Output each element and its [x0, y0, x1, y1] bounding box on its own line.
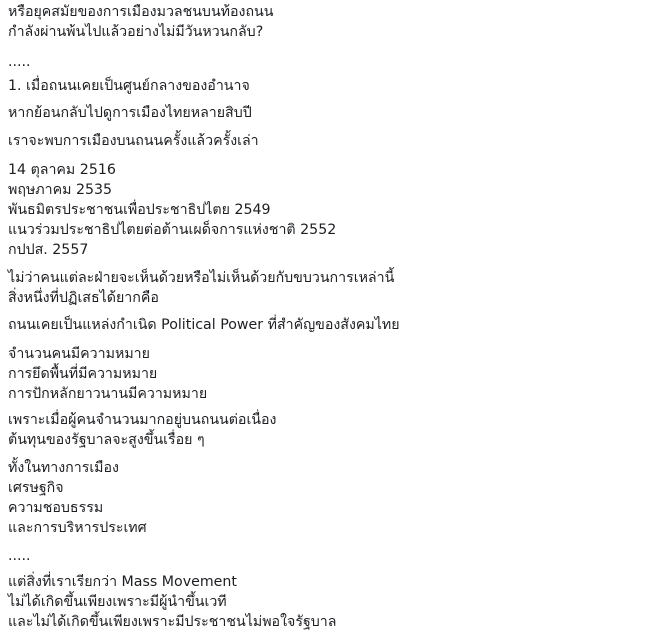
post-text-line: ความชอบธรรม — [8, 500, 104, 516]
post-paragraph — [8, 131, 259, 151]
post-text-line: และการบริหารประเทศ — [8, 520, 147, 536]
post-text-line: หรือยุคสมัยของการเมืองมวลชนบนท้องถนน — [8, 4, 274, 20]
post-paragraph — [8, 160, 336, 260]
post-text-line: ถนนเคยเป็นแหล่งกำเนิด Political Power ที่สำคัญของสังคมไทย — [8, 317, 400, 333]
post-text-line: และไม่ได้เกิดขึ้นเพียงเพราะมีประชาชนไม่พอใจรัฐบาล — [8, 614, 337, 630]
post-paragraph — [8, 344, 207, 404]
post-text-line: กำลังผ่านพ้นไปแล้วอย่างไม่มีวันหวนกลับ? — [8, 24, 264, 40]
post-text-line: ต้นทุนของรัฐบาลจะสูงขึ้นเรื่อย ๆ — [8, 432, 205, 448]
post-paragraph — [8, 52, 31, 72]
post-text-line: กปปส. 2557 — [8, 242, 89, 258]
post-text-line: จำนวนคนมีความหมาย — [8, 346, 150, 362]
post-text-line: สิ่งหนึ่งที่ปฏิเสธได้ยากคือ — [8, 290, 159, 306]
post-paragraph — [8, 315, 400, 335]
post-paragraph — [8, 76, 250, 96]
post-text-line: เศรษฐกิจ — [8, 480, 64, 496]
post-paragraph — [8, 2, 273, 42]
post-text-line: หากย้อนกลับไปดูการเมืองไทยหลายสิบปี — [8, 105, 252, 121]
post-paragraph — [8, 458, 147, 538]
post-text-line: 14 ตุลาคม 2516 — [8, 162, 116, 178]
post-text-line: ทั้งในทางการเมือง — [8, 460, 119, 476]
post-text-line: เราจะพบการเมืองบนถนนครั้งแล้วครั้งเล่า — [8, 133, 259, 149]
post-paragraph — [8, 410, 276, 450]
post-text-line: ..... — [8, 54, 31, 70]
post-text-line: ..... — [8, 548, 31, 564]
post-text-line: การปักหลักยาวนานมีความหมาย — [8, 386, 208, 402]
post-paragraph — [8, 103, 252, 123]
post-text-line: 1. เมื่อถนนเคยเป็นศูนย์กลางของอำนาจ — [8, 78, 250, 94]
post-text-line: พฤษภาคม 2535 — [8, 182, 113, 198]
post-text-line: แนวร่วมประชาธิปไตยต่อต้านเผด็จการแห่งชาติ 2552 — [8, 222, 337, 238]
post-text-line: การยึดพื้นที่มีความหมาย — [8, 366, 158, 382]
post-text-line: แต่สิ่งที่เราเรียกว่า Mass Movement — [8, 574, 237, 590]
post-paragraph — [8, 572, 336, 632]
post-paragraph — [8, 268, 394, 308]
post-paragraph — [8, 546, 31, 566]
post-text-line: เพราะเมื่อผู้คนจำนวนมากอยู่บนถนนต่อเนื่อง — [8, 412, 277, 428]
post-text-line: ไม่ว่าคนแต่ละฝ่ายจะเห็นด้วยหรือไม่เห็นด้วยกับขบวนการเหล่านี้ — [8, 270, 395, 286]
post-text-line: พันธมิตรประชาชนเพื่อประชาธิปไตย 2549 — [8, 202, 271, 218]
post-text-line: ไม่ได้เกิดขึ้นเพียงเพราะมีผู้นำขึ้นเวที — [8, 594, 227, 610]
